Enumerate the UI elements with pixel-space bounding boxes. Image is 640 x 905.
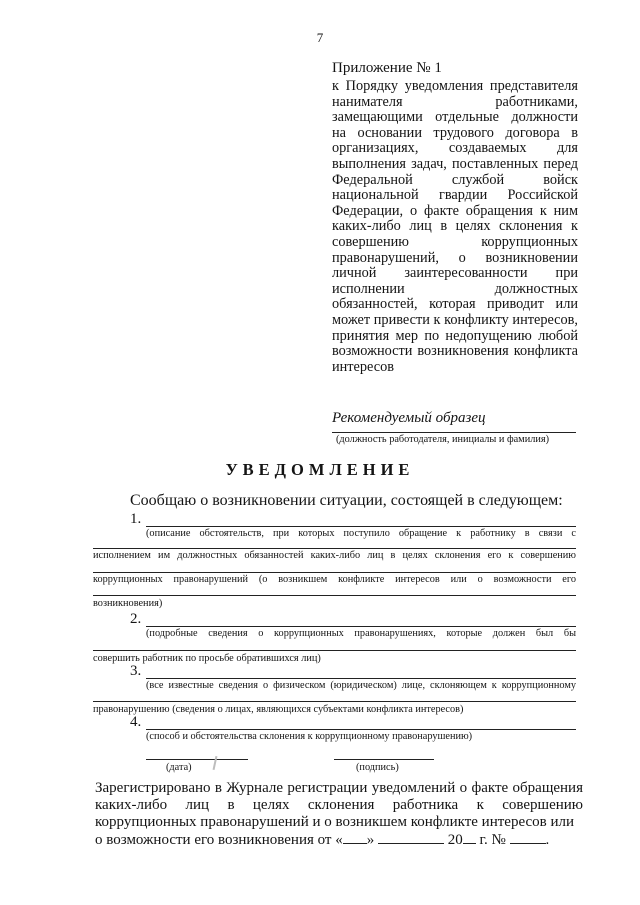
quote-close: »: [366, 832, 375, 848]
item-3-caption-2: правонарушению (сведения о лицах, являющихся субъектами конфликта интересов): [93, 704, 464, 715]
registration-text: Зарегистрировано в Журнале регистрации уведомлений о факте обращения каких-либо лиц в целях склонения работника к совершению коррупционных правонарушений и о возникшем конфликте интересов или: [95, 780, 583, 830]
signature-line: [334, 759, 434, 760]
item-4-number: 4.: [130, 714, 142, 730]
item-3-line-2: [93, 701, 576, 702]
page-number: 7: [316, 30, 324, 45]
item-1-caption-4: возникновения): [93, 598, 163, 609]
document-title: УВЕДОМЛЕНИЕ: [225, 460, 415, 479]
item-1-line-3: [93, 572, 576, 573]
item-1-caption-3: коррупционных правонарушений (о возникшем конфликте интересов или о возможности его: [93, 574, 576, 585]
item-1-caption-2: исполнением им должностных обязанностей каких-либо лиц в целях склонения его к совершению: [93, 550, 576, 561]
item-2-line-2: [93, 650, 576, 651]
item-3-line-1: [146, 678, 576, 679]
item-4-caption-1: (способ и обстоятельства склонения к коррупционному правонарушению): [146, 731, 473, 742]
addressee-line: [332, 432, 576, 433]
item-1-line-2: [93, 548, 576, 549]
item-1-caption-1: (описание обстоятельств, при которых поступило обращение к работнику в связи с: [146, 528, 576, 539]
intro-text: Сообщаю о возникновении ситуации, состоящей в следующем:: [130, 492, 563, 509]
number-label: г. №: [479, 832, 506, 848]
recommended-sample-label: Рекомендуемый образец: [332, 410, 486, 426]
end-period: .: [545, 832, 550, 848]
date-line: [146, 759, 248, 760]
month-blank: [378, 830, 444, 844]
signature-caption: (подпись): [356, 762, 399, 773]
item-3-caption-1: (все известные сведения о физическом (юридическом) лице, склоняющем к коррупционному: [146, 680, 576, 691]
item-1-number: 1.: [130, 511, 142, 527]
item-3-number: 3.: [130, 663, 142, 679]
item-1-line-1: [146, 526, 576, 527]
registration-last-line: [95, 830, 549, 849]
item-4-line-1: [146, 729, 576, 730]
appendix-title: Приложение № 1: [332, 60, 442, 76]
item-2-caption-2: совершить работник по просьбе обратившихся лиц): [93, 653, 321, 664]
appendix-text: к Порядку уведомления представителя нанимателя работниками, замещающими отдельные должности на основании трудового договора в организациях, создаваемых для выполнения задач, поставленных перед Федеральной службой войск национальной гвардии Российской Федерации, о факте обращения к ним каких-либо лиц в целях склонения к совершению коррупционных правонарушений, о возникновении личной заинтересованности при исполнении должностных обязанностей, которая приводит или может привести к конфликту интересов, принятия мер по недопущению любой возможности возникновения конфликта интересов: [332, 78, 578, 375]
item-1-line-4: [93, 595, 576, 596]
year-prefix: 20: [447, 832, 463, 848]
addressee-caption: (должность работодателя, инициалы и фамилия): [336, 434, 550, 445]
registration-prefix: о возможности его возникновения от «: [95, 832, 343, 848]
date-caption: (дата): [166, 762, 192, 773]
number-blank: [510, 830, 546, 844]
item-2-caption-1: (подробные сведения о коррупционных правонарушениях, которые должен был бы: [146, 628, 576, 639]
year-blank: [463, 830, 476, 844]
item-2-number: 2.: [130, 611, 142, 627]
item-2-line-1: [146, 626, 576, 627]
day-blank: [343, 830, 367, 844]
